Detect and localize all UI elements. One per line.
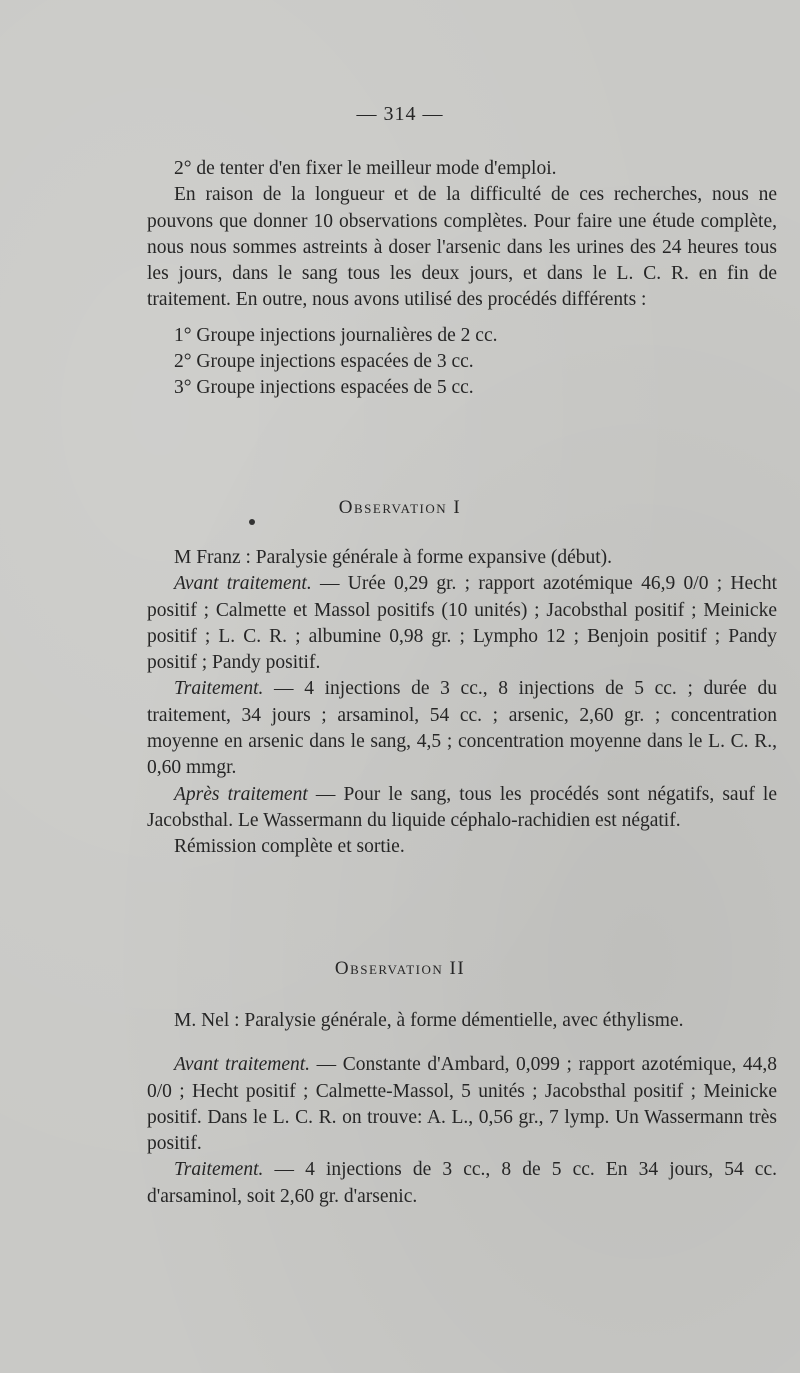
avant-traitement-label: Avant traitement. xyxy=(174,573,312,595)
avant-traitement-text: — Urée 0,29 gr. ; rapport azotémique 46,9 0/0 ; Hecht positif ; Calmette et Massol positifs (10 unités) ; Jacobsthal positif ; Meinicke positif ; L. C. R. ; albumine 0,98 gr. ; Lympho 12 ; Benjoin positif ; Pandy positif ; Pandy positif. xyxy=(147,573,777,674)
intro-paragraph-2: En raison de la longueur et de la difficulté de ces recherches, nous ne pouvons que donner 10 observations complètes. Pour faire une étude complète, nous nous sommes astreints à doser l'arsenic dans les urines des 24 heures tous les jours, dans le sang tous les deux jours, et dans le L. C. R. en fin de traitement. En outre, nous avons utilisé des procédés différents : xyxy=(147,184,777,311)
observation-1-traitement xyxy=(147,676,777,781)
observation-1-patient: M Franz : Paralysie générale à forme expansive (début). xyxy=(174,547,613,568)
observation-1-heading: Observation I xyxy=(338,497,462,518)
traitement-text: — 4 injections de 3 cc., 8 injections de 5 cc. ; durée du traitement, 34 jours ; arsaminol, 54 cc. ; arsenic, 2,60 gr. ; concentration moyenne en arsenic dans le sang, 4,5 ; concentration moyenne dans le L. C. R., 0,60 mmgr. xyxy=(147,678,777,779)
observation-1-apres xyxy=(147,782,777,835)
traitement-label: Traitement. xyxy=(174,1159,264,1181)
observation-2-heading: Observation II xyxy=(334,958,466,979)
speck-mark xyxy=(249,519,255,525)
observation-1-avant xyxy=(147,571,777,676)
observation-2-avant xyxy=(147,1052,777,1157)
observation-2-traitement xyxy=(147,1157,777,1210)
intro-section xyxy=(147,156,777,402)
observation-2-body xyxy=(147,1008,777,1210)
page-number: — 314 — xyxy=(356,103,444,125)
avant-traitement-label: Avant traitement. xyxy=(174,1054,311,1076)
observation-1-remission: Rémission complète et sortie. xyxy=(174,836,405,858)
observation-2-patient: M. Nel : Paralysie générale, à forme démentielle, avec éthylisme. xyxy=(174,1010,684,1031)
apres-traitement-label: Après traitement xyxy=(174,783,308,805)
traitement-label: Traitement. xyxy=(174,678,264,700)
group-item: 3° Groupe injections espacées de 5 cc. xyxy=(174,377,474,399)
intro-line-1: 2° de tenter d'en fixer le meilleur mode d'emploi. xyxy=(174,158,557,179)
groups-list xyxy=(147,323,777,402)
group-item: 2° Groupe injections espacées de 3 cc. xyxy=(174,351,474,373)
avant-traitement-text: — Constante d'Ambard, 0,099 ; rapport azotémique, 44,8 0/0 ; Hecht positif ; Calmette-Massol, 5 unités ; Jacobsthal positif ; Meinicke positif. Dans le L. C. R. on trouve: A. L., 0,56 gr., 7 lymp. Un Wassermann très positif. xyxy=(147,1054,777,1155)
observation-1-body xyxy=(147,545,777,861)
traitement-text: — 4 injections de 3 cc., 8 de 5 cc. En 34 jours, 54 cc. d'arsaminol, soit 2,60 gr. d'arsenic. xyxy=(147,1159,777,1207)
apres-traitement-text: — Pour le sang, tous les procédés sont négatifs, sauf le Jacobsthal. Le Wassermann du liquide céphalo-rachidien est négatif. xyxy=(147,783,777,831)
group-item: 1° Groupe injections journalières de 2 cc. xyxy=(174,324,498,346)
